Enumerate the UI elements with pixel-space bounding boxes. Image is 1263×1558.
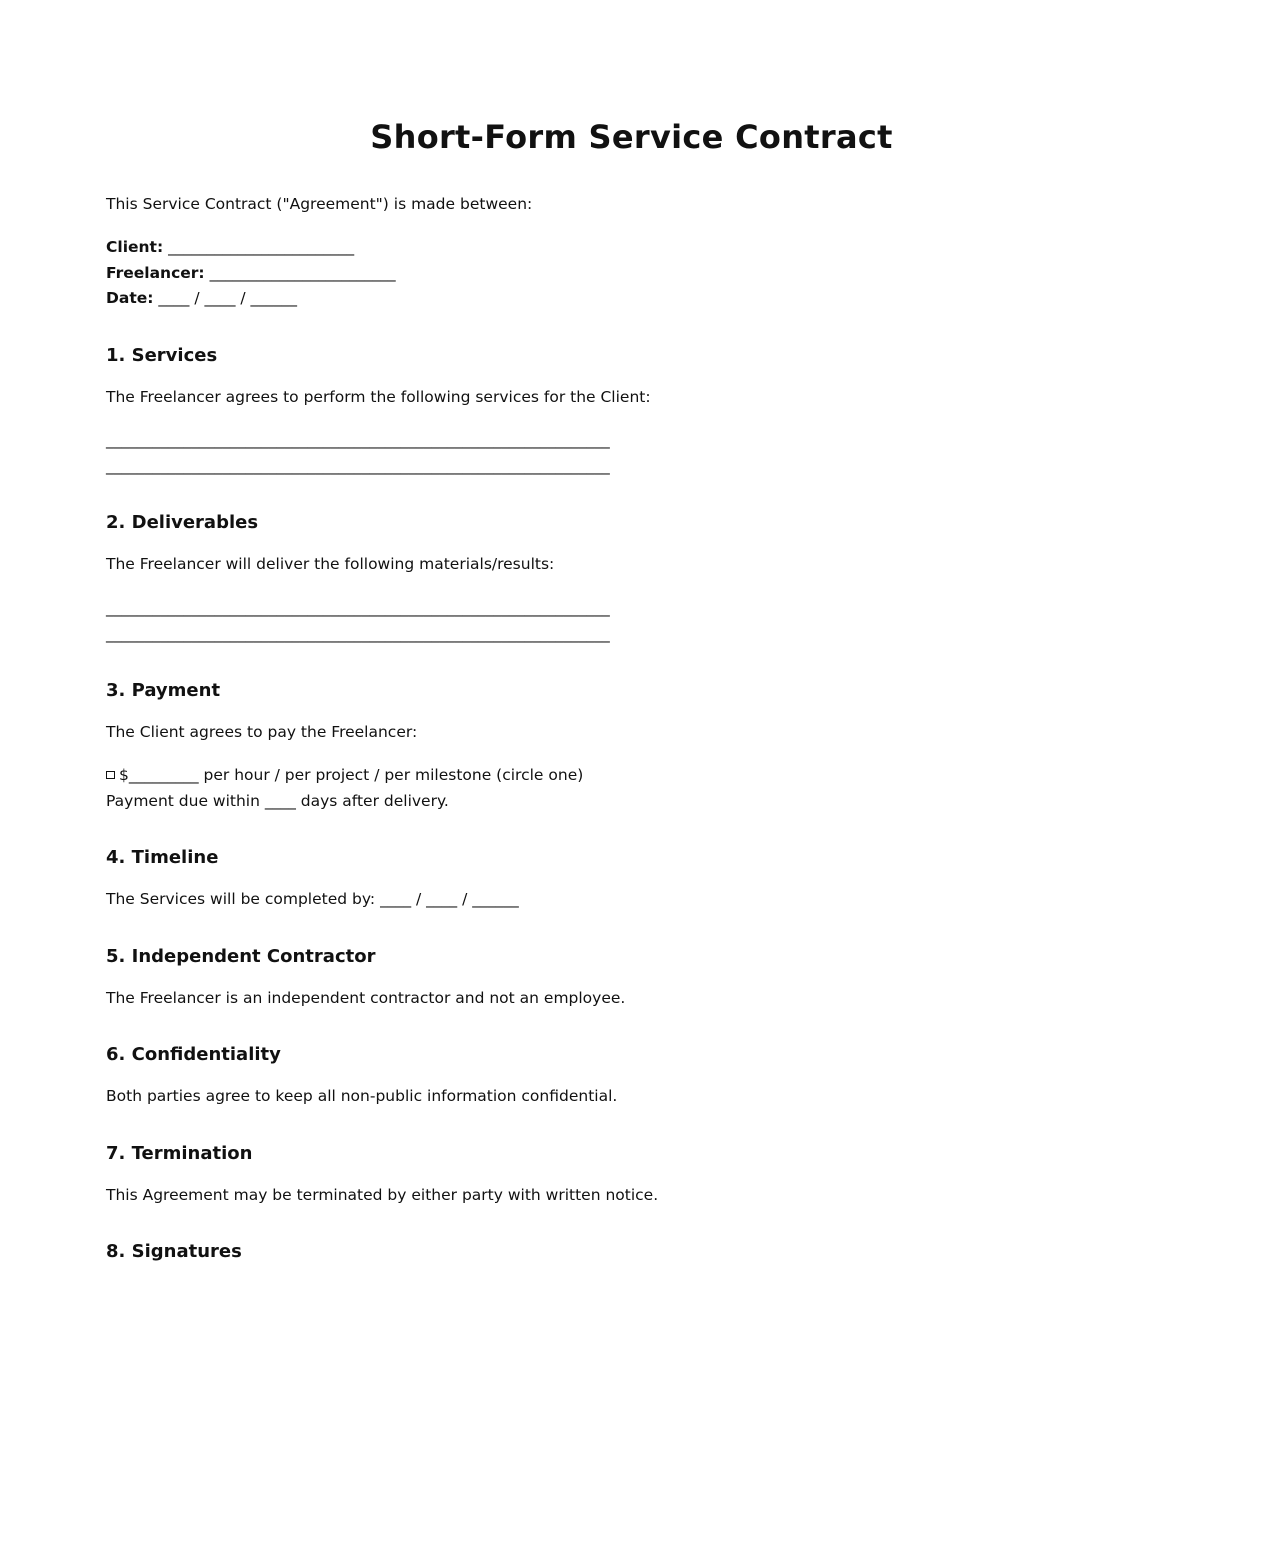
section-deliverables-heading: 2. Deliverables xyxy=(106,512,259,533)
payment-due-line: Payment due within ____ days after delivery. xyxy=(106,792,449,810)
section-payment-heading: 3. Payment xyxy=(106,680,221,701)
section-contractor-heading: 5. Independent Contractor xyxy=(106,946,376,967)
termination-text: This Agreement may be terminated by either party with written notice. xyxy=(106,1186,659,1204)
section-services-heading: 1. Services xyxy=(106,345,218,366)
intro-text: This Service Contract ("Agreement") is made between: xyxy=(106,195,533,213)
date-line xyxy=(106,288,297,308)
section-signatures-heading: 8. Signatures xyxy=(106,1241,242,1262)
client-line xyxy=(106,237,354,257)
date-label: Date: xyxy=(106,289,154,307)
deliverables-text: The Freelancer will deliver the following materials/results: xyxy=(106,555,555,573)
timeline-text: The Services will be completed by: ____ / ____ / ______ xyxy=(106,890,519,908)
services-text: The Freelancer agrees to perform the following services for the Client: xyxy=(106,388,651,406)
client-blank: ________________________ xyxy=(168,238,355,256)
section-termination-heading: 7. Termination xyxy=(106,1143,253,1164)
checkbox-icon xyxy=(106,771,115,779)
freelancer-label: Freelancer: xyxy=(106,264,205,282)
services-blank-2: _________________________________________________________________ xyxy=(106,457,610,475)
payment-rate-line xyxy=(106,765,583,785)
date-blank: ____ / ____ / ______ xyxy=(158,289,298,307)
confidentiality-text: Both parties agree to keep all non-public information confidential. xyxy=(106,1087,618,1105)
contractor-text: The Freelancer is an independent contractor and not an employee. xyxy=(106,989,626,1007)
page-title: Short-Form Service Contract xyxy=(370,118,893,156)
freelancer-line xyxy=(106,263,396,283)
deliverables-blank-2: _________________________________________________________________ xyxy=(106,625,610,643)
client-label: Client: xyxy=(106,238,164,256)
payment-text: The Client agrees to pay the Freelancer: xyxy=(106,723,418,741)
payment-rate-text: $_________ per hour / per project / per milestone (circle one) xyxy=(119,766,584,784)
deliverables-blank-1: _________________________________________________________________ xyxy=(106,599,610,617)
section-timeline-heading: 4. Timeline xyxy=(106,847,219,868)
freelancer-blank: ________________________ xyxy=(209,264,396,282)
services-blank-1: _________________________________________________________________ xyxy=(106,431,610,449)
section-confidentiality-heading: 6. Confidentiality xyxy=(106,1044,281,1065)
